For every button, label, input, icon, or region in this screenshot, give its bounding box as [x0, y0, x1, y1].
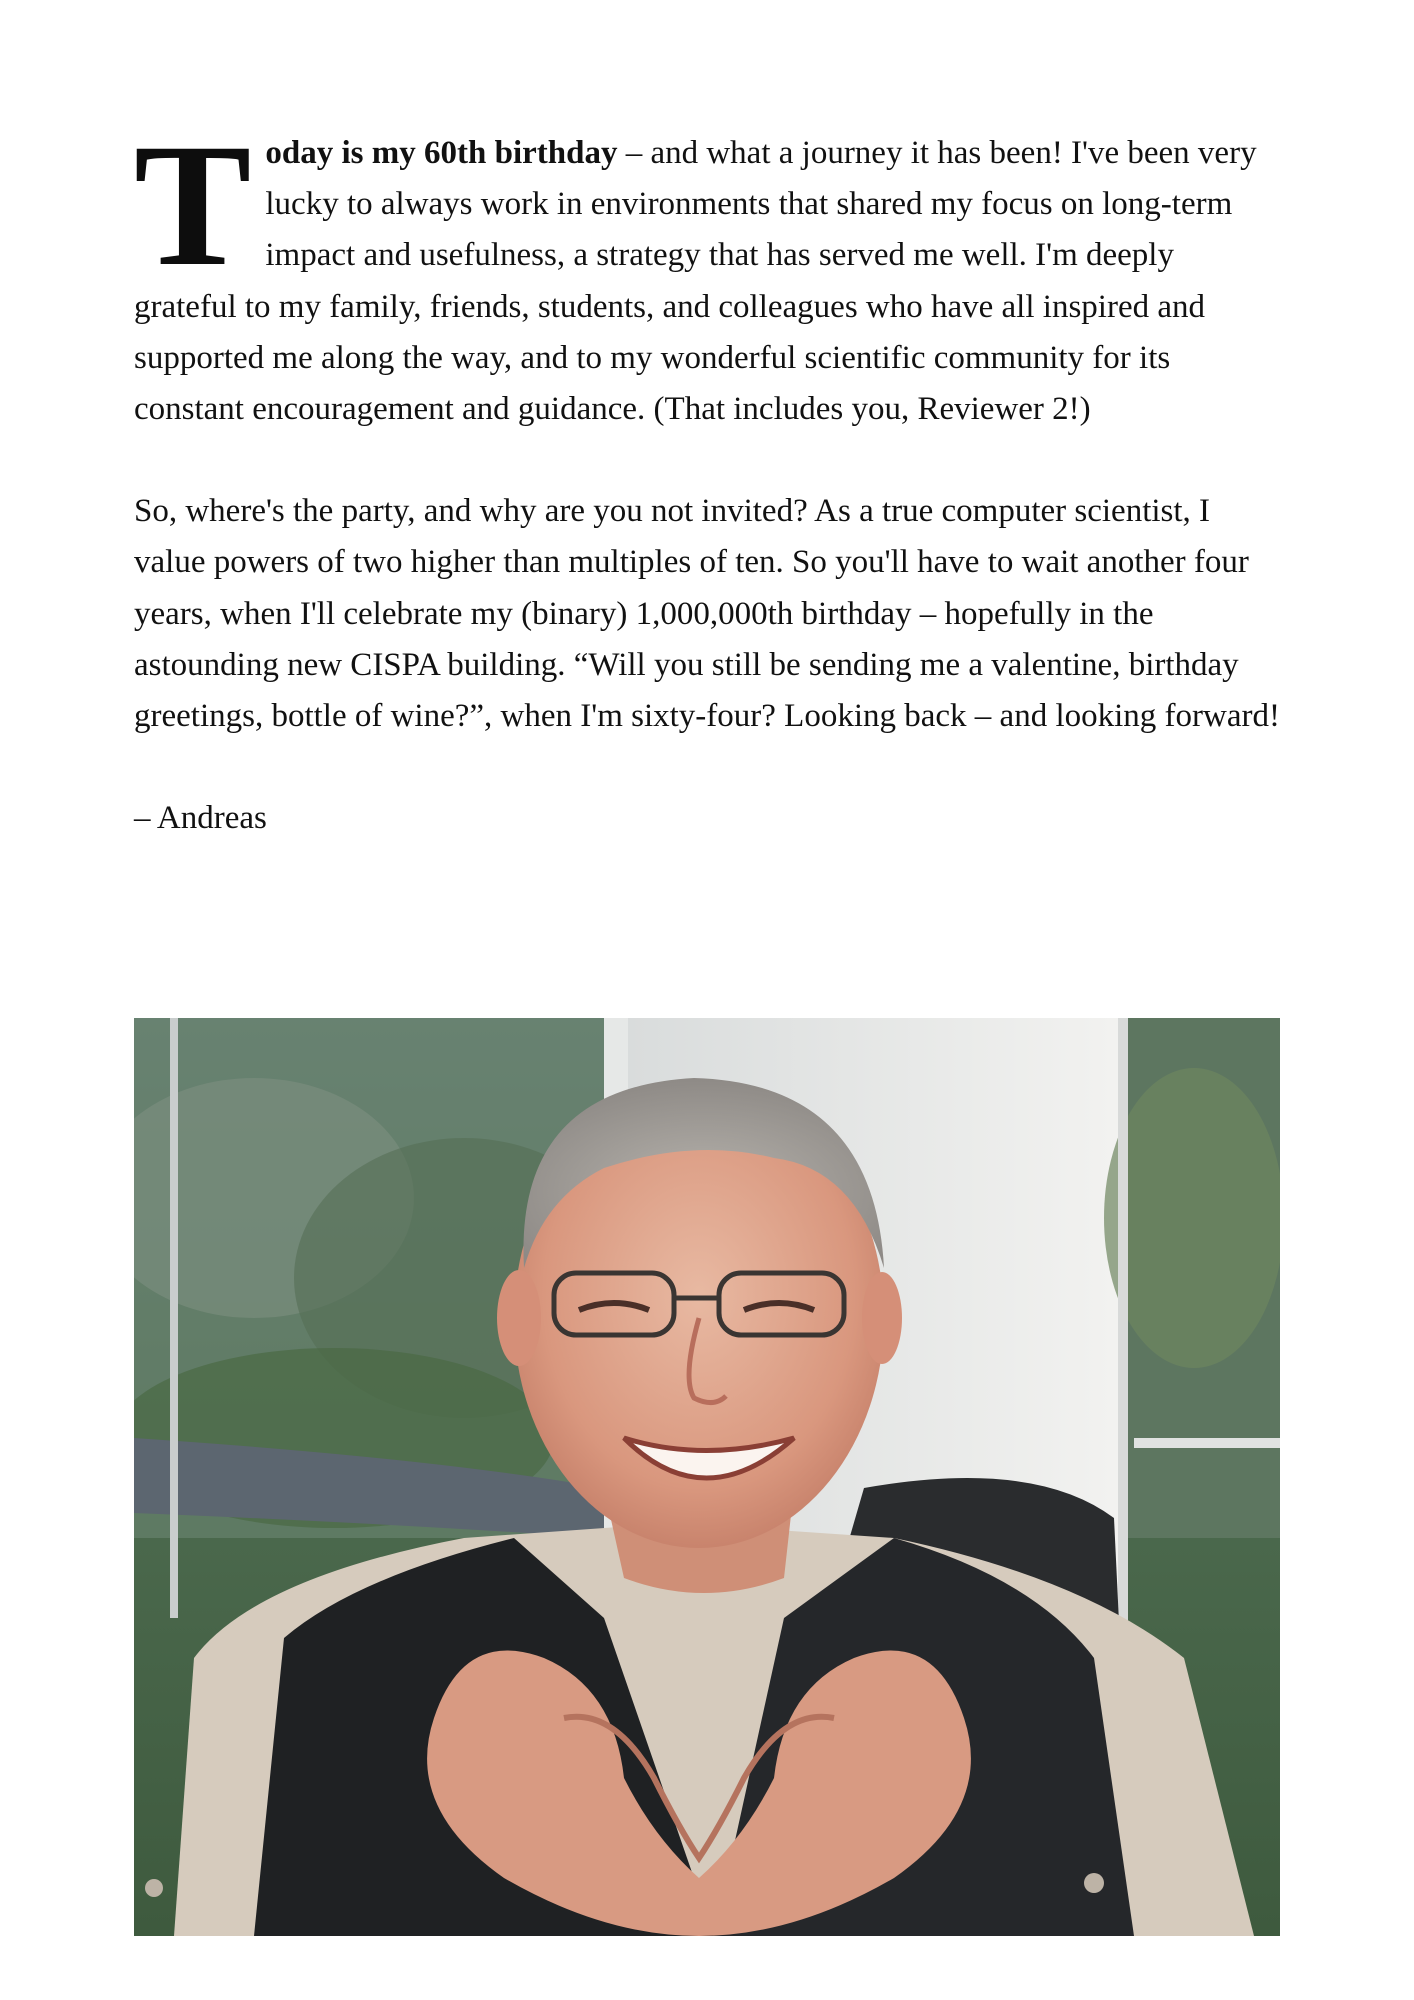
paragraph-intro-text: – and what a journey it has been! I've been very lucky to always work in environments that shared my focus on long-term impact and usefulness, a strategy that has served me well. I'm deeply grateful to my family, friends, students, and colleagues who have all inspired and supported me along the way, and to my wonderful scientific community for its constant encouragement and guidance. (That includes you, Reviewer 2!): [134, 135, 1257, 428]
portrait-photo: [134, 1018, 1280, 1936]
paragraph-intro: [134, 108, 1280, 435]
paragraph-party: So, where's the party, and why are you not invited? As a true computer scientist, I value powers of two higher than multiples of ten. So you'll have to wait another four years, when I'll celebrate my (binary) 1,000,000th birthday – hopefully in the astounding new CISPA building. “Will you still be sending me a valentine, birthday greetings, bottle of wine?”, when I'm sixty-four? Looking back – and looking forward!: [134, 493, 1280, 735]
letter-body: [134, 108, 1280, 844]
lead-bold-text: oday is my 60th birthday: [265, 135, 618, 171]
drop-cap: T: [134, 108, 252, 303]
photo-illustration: [134, 1018, 1280, 1936]
signature: – Andreas: [134, 800, 267, 837]
